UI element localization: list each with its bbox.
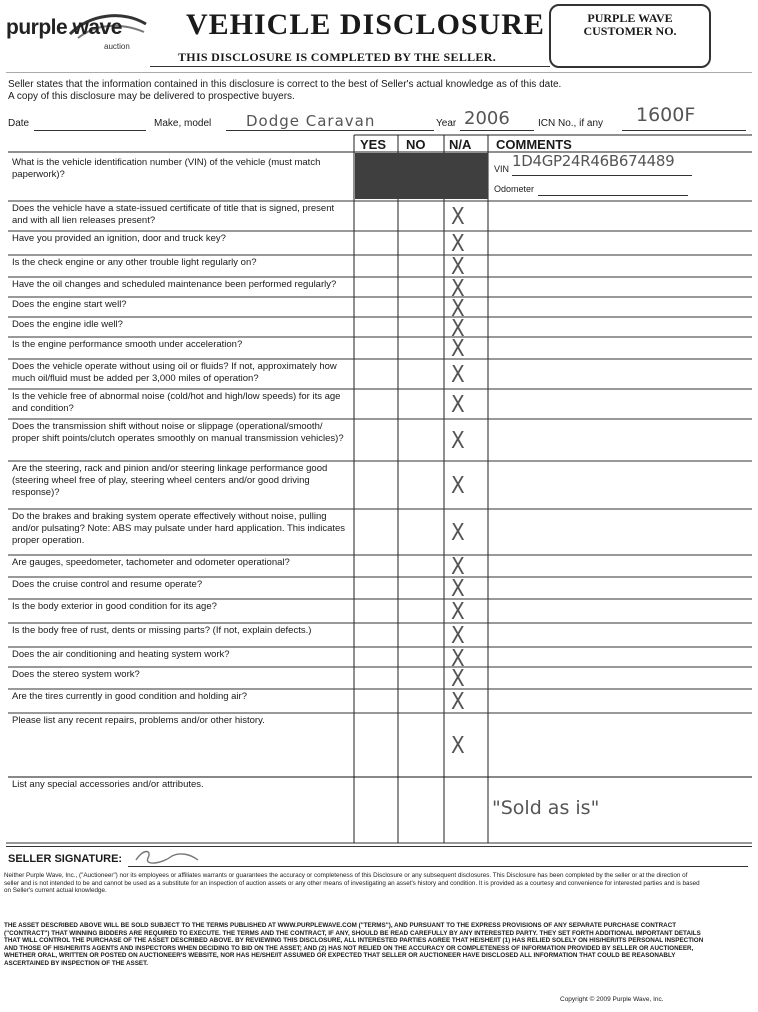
comments-field[interactable] [490, 461, 750, 507]
question-text: Have the oil changes and scheduled maintenance been performed regularly? [12, 279, 337, 290]
subtitle-rule [150, 66, 550, 67]
na-check-mark: X [451, 252, 465, 280]
question-text: Is the body exterior in good condition for its age? [12, 601, 217, 612]
vehicle-info-line [8, 104, 748, 132]
vin-label: VIN [494, 164, 510, 174]
comments-field[interactable] [490, 297, 750, 315]
na-check-mark: X [451, 471, 465, 499]
intro-line-1: Seller states that the information contained in this disclosure is correct to the best of Seller's actual knowledge as of this date. [8, 79, 562, 90]
yes-checkbox[interactable] [355, 713, 398, 775]
na-check-mark: X [451, 687, 465, 715]
form-subtitle: THIS DISCLOSURE IS COMPLETED BY THE SELLER. [178, 50, 496, 64]
comments-field[interactable] [490, 647, 750, 665]
no-checkbox[interactable] [400, 201, 443, 229]
comments-field[interactable] [490, 389, 750, 417]
customer-box-line-2: CUSTOMER NO. [583, 24, 677, 38]
question-text: Do the brakes and braking system operate effectively without noise, pulling and/or pulsating? Note: ABS may pulsate under hard application. This indicates proper operation. [12, 511, 346, 546]
no-checkbox[interactable] [400, 689, 443, 711]
comments-field[interactable] [490, 419, 750, 459]
disclaimer-paragraph: Neither Purple Wave, Inc., ("Auctioneer") nor its employees or affiliates warrants or guarantees the accuracy or completeness of this Disclosure or any subsequent disclosures. This Disclosure has been completed by the seller or at the direction of seller and is not intended to be and cannot be used as a substitute for an inspection of auction assets or any other means of investigating an asset's history and condition. It is provided as a courtesy and convenience for interested parties and is based on Seller's current actual knowledge. [4, 872, 700, 895]
yes-checkbox[interactable] [355, 255, 398, 275]
date-label: Date [8, 118, 30, 129]
comments-field[interactable] [490, 359, 750, 387]
na-check-mark: X [451, 644, 465, 672]
question-text: Is the engine performance smooth under acceleration? [12, 339, 243, 350]
question-text: Is the body free of rust, dents or missing parts? (If not, explain defects.) [12, 625, 312, 636]
vin-row-shaded-cells [355, 153, 488, 199]
yes-checkbox[interactable] [355, 461, 398, 507]
question-text: Does the transmission shift without noise or slippage (operational/smooth/ proper shift points/clutch operates smoothly on manual transmission vehicles)? [12, 421, 344, 444]
yes-checkbox[interactable] [355, 419, 398, 459]
seller-signature-label: SELLER SIGNATURE: [8, 853, 123, 865]
comments-field[interactable] [490, 277, 750, 295]
date-field[interactable] [34, 130, 146, 131]
question-text: Does the engine start well? [12, 299, 127, 310]
na-check-mark: X [451, 229, 465, 257]
comments-field[interactable] [490, 509, 750, 553]
na-check-mark: X [451, 731, 465, 759]
no-checkbox[interactable] [400, 667, 443, 687]
make-model-label: Make, model [154, 118, 212, 129]
question-text: Is the check engine or any other trouble light regularly on? [12, 257, 257, 268]
icn-value: 1600F [636, 104, 696, 126]
no-checkbox[interactable] [400, 777, 443, 841]
no-checkbox[interactable] [400, 509, 443, 553]
odometer-field[interactable] [538, 195, 688, 196]
vin-field[interactable] [512, 175, 692, 176]
question-text: Are the tires currently in good condition and holding air? [12, 691, 248, 702]
question-text: Have you provided an ignition, door and truck key? [12, 233, 226, 244]
no-checkbox[interactable] [400, 713, 443, 775]
comment-handwriting: "Sold as is" [492, 797, 600, 819]
yes-checkbox[interactable] [355, 623, 398, 645]
yes-checkbox[interactable] [355, 317, 398, 335]
no-checkbox[interactable] [400, 389, 443, 417]
customer-box-line-1: PURPLE WAVE [587, 11, 673, 25]
na-check-mark: X [451, 274, 465, 302]
question-text: What is the vehicle identification number (VIN) of the vehicle (must match paperwork)? [12, 157, 321, 180]
signature-scribble-icon [132, 846, 202, 868]
no-checkbox[interactable] [400, 231, 443, 253]
na-checkbox[interactable] [444, 777, 487, 841]
na-check-mark: X [451, 202, 465, 230]
logo-wordmark: purple wave [6, 16, 122, 39]
comments-field[interactable] [490, 201, 750, 229]
na-check-mark: X [451, 360, 465, 388]
question-text: Are the steering, rack and pinion and/or steering linkage performance good (steering wheel free of play, steering wheel centers and/or good driving response)? [12, 463, 328, 498]
purple-wave-logo [6, 12, 154, 56]
terms-paragraph: THE ASSET DESCRIBED ABOVE WILL BE SOLD SUBJECT TO THE TERMS PUBLISHED AT WWW.PURPLEWAVE.COM ("TERMS"), AND PURSUANT TO THE EXPRESS PROVISIONS OF ANY SEPARATE PURCHASE CONTRACT ("CONTRACT") THAT WINNING BIDDERS ARE REQUIRED TO EXECUTE. THE TERMS AND THE CONTRACT, IF ANY, SHOULD BE READ CAREFULLY BY ANY INTERESTED PARTY. THEY SET FORTH ADDITIONAL IMPORTANT DETAILS THAT WILL CONTROL THE PURCHASE OF THE ASSET DESCRIBED ABOVE. BY REVIEWING THIS DISCLOSURE, ALL INTERESTED PARTIES AGREE THAT HE/SHE/IT (1) HAS RELIED SOLELY ON HIS/HER/ITS PERSONAL INSPECTION AND THOSE OF HIS/HER/ITS AGENTS AND INSPECTORS WHEN DECIDING TO BID ON THE ASSET; AND (2) HAS NOT RELIED ON THE ACCURACY OR COMPLETENESS OF INFORMATION PROVIDED BY SELLER OR AUCTIONEER, WHETHER ORAL, WRITTEN OR POSTED ON AUCTIONEER'S WEBSITE, NOR HAS HE/SHE/IT ASSUMED OR EXPECTED THAT SELLER OR AUCTIONEER HAVE DISCLOSED ALL INFORMATION THAT COULD BE REASONABLY ASCERTAINED BY INSPECTION OF THE ASSET. [4, 922, 704, 967]
year-label: Year [436, 118, 457, 129]
make-model-value: Dodge Caravan [246, 112, 376, 130]
yes-checkbox[interactable] [355, 647, 398, 665]
comments-field[interactable] [490, 317, 750, 335]
customer-number-box[interactable] [549, 4, 711, 68]
na-check-mark: X [451, 574, 465, 602]
question-text: Does the air conditioning and heating system work? [12, 649, 230, 660]
yes-checkbox[interactable] [355, 201, 398, 229]
question-text: Does the vehicle operate without using oil or fluids? If not, approximately how much oil/fluid must be added per 3,000 miles of operation? [12, 361, 337, 384]
question-text: Is the vehicle free of abnormal noise (cold/hot and high/low speeds) for its age and condition? [12, 391, 341, 414]
comments-field[interactable] [490, 555, 750, 575]
no-checkbox[interactable] [400, 419, 443, 459]
yes-checkbox[interactable] [355, 555, 398, 575]
comments-field[interactable] [490, 667, 750, 687]
seller-signature-field[interactable] [128, 866, 748, 867]
yes-checkbox[interactable] [355, 689, 398, 711]
no-checkbox[interactable] [400, 297, 443, 315]
na-column-header: N/A [449, 137, 472, 152]
signature-top-rule [6, 846, 752, 847]
header-rule [6, 72, 752, 73]
make-model-field[interactable] [226, 130, 434, 131]
odometer-label: Odometer [494, 184, 535, 194]
no-checkbox[interactable] [400, 337, 443, 357]
icn-field[interactable] [622, 130, 746, 131]
icn-label: ICN No., if any [538, 118, 604, 129]
question-text: Does the vehicle have a state-issued certificate of title that is signed, present and with all lien releases present? [12, 203, 335, 226]
yes-checkbox[interactable] [355, 667, 398, 687]
copyright-notice: Copyright © 2009 Purple Wave, Inc. [560, 996, 664, 1003]
yes-checkbox[interactable] [355, 577, 398, 597]
intro-statement [8, 79, 728, 103]
comments-field[interactable] [490, 599, 750, 621]
vin-value: 1D4GP24R46B674489 [512, 152, 675, 170]
na-check-mark: X [451, 334, 465, 362]
no-checkbox[interactable] [400, 647, 443, 665]
yes-column-header: YES [360, 137, 387, 152]
na-check-mark: X [451, 314, 465, 342]
no-checkbox[interactable] [400, 555, 443, 575]
no-column-header: NO [406, 137, 426, 152]
question-text: Please list any recent repairs, problems and/or other history. [12, 715, 265, 726]
no-checkbox[interactable] [400, 623, 443, 645]
na-check-mark: X [451, 426, 465, 454]
no-checkbox[interactable] [400, 255, 443, 275]
logo-subtext: auction [104, 42, 130, 51]
question-text: Are gauges, speedometer, tachometer and odometer operational? [12, 557, 290, 568]
yes-checkbox[interactable] [355, 297, 398, 315]
na-check-mark: X [451, 621, 465, 649]
no-checkbox[interactable] [400, 359, 443, 387]
year-field[interactable] [460, 130, 534, 131]
question-text: List any special accessories and/or attributes. [12, 779, 204, 790]
yes-checkbox[interactable] [355, 509, 398, 553]
comments-field[interactable] [490, 623, 750, 645]
comments-field[interactable] [490, 231, 750, 253]
comments-column-header: COMMENTS [496, 137, 572, 152]
yes-checkbox[interactable] [355, 599, 398, 621]
na-check-mark: X [451, 294, 465, 322]
no-checkbox[interactable] [400, 577, 443, 597]
year-value: 2006 [464, 108, 510, 129]
no-checkbox[interactable] [400, 277, 443, 295]
yes-checkbox[interactable] [355, 277, 398, 295]
yes-checkbox[interactable] [355, 389, 398, 417]
intro-line-2: A copy of this disclosure may be delivered to prospective buyers. [8, 91, 295, 102]
comments-field[interactable] [490, 255, 750, 275]
yes-checkbox[interactable] [355, 359, 398, 387]
comments-field[interactable] [490, 713, 750, 775]
na-check-mark: X [451, 597, 465, 625]
yes-checkbox[interactable] [355, 337, 398, 357]
na-check-mark: X [451, 390, 465, 418]
na-check-mark: X [451, 664, 465, 692]
question-text: Does the engine idle well? [12, 319, 123, 330]
no-checkbox[interactable] [400, 599, 443, 621]
question-text: Does the cruise control and resume operate? [12, 579, 203, 590]
yes-checkbox[interactable] [355, 777, 398, 841]
comments-field[interactable] [490, 689, 750, 711]
question-text: Does the stereo system work? [12, 669, 140, 680]
page-title: VEHICLE DISCLOSURE [186, 8, 545, 41]
na-check-mark: X [451, 518, 465, 546]
no-checkbox[interactable] [400, 317, 443, 335]
no-checkbox[interactable] [400, 461, 443, 507]
comments-field[interactable] [490, 577, 750, 597]
comments-field[interactable] [490, 337, 750, 357]
na-check-mark: X [451, 552, 465, 580]
yes-checkbox[interactable] [355, 231, 398, 253]
